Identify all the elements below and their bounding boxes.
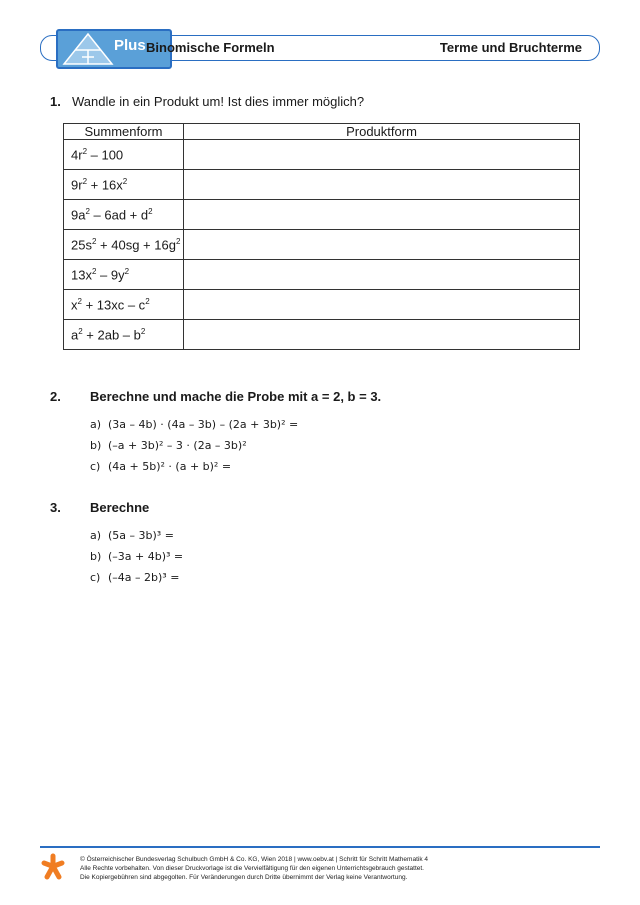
exercise-2-text: Berechne und mache die Probe mit a = 2, b = 3. bbox=[90, 389, 382, 404]
column-header-summenform: Summenform bbox=[64, 124, 184, 140]
exercise-3-number: 3. bbox=[50, 500, 61, 515]
item-expression: (3a – 4b) · (4a – 3b) – (2a + 3b)² = bbox=[108, 418, 299, 431]
item-label: a) bbox=[90, 529, 102, 542]
summenform-cell: $9r^2 + 16x^2$ bbox=[64, 170, 184, 200]
summenform-cell: $a^2 + 2ab - b^2$ bbox=[64, 320, 184, 350]
footer-copyright bbox=[80, 855, 428, 882]
footer-line-2: Alle Rechte vorbehalten. Von dieser Druckvorlage ist die Vervielfältigung für den eigenen Unterrichtsgebrauch gestattet. bbox=[80, 865, 424, 872]
item-expression: (–4a – 2b)³ = bbox=[108, 571, 180, 584]
exercise-3-item-a bbox=[90, 529, 174, 542]
product-form-table bbox=[63, 123, 580, 350]
publisher-star-icon bbox=[40, 853, 66, 881]
produktform-answer-cell[interactable] bbox=[184, 200, 580, 230]
produktform-answer-cell[interactable] bbox=[184, 230, 580, 260]
table-row bbox=[64, 320, 580, 350]
produktform-answer-cell[interactable] bbox=[184, 170, 580, 200]
produktform-answer-cell[interactable] bbox=[184, 290, 580, 320]
item-label: b) bbox=[90, 439, 102, 452]
exercise-2-item-a bbox=[90, 418, 298, 431]
worksheet-topic: Terme und Bruchterme bbox=[439, 40, 582, 55]
item-expression: (–3a + 4b)³ = bbox=[108, 550, 184, 563]
exercise-3-text: Berechne bbox=[90, 500, 150, 515]
exercise-2-number: 2. bbox=[50, 389, 61, 404]
table-row bbox=[64, 170, 580, 200]
exercise-1-number: 1. bbox=[50, 94, 61, 109]
produktform-answer-cell[interactable] bbox=[184, 260, 580, 290]
table-row bbox=[64, 290, 580, 320]
summenform-cell: $25s^2 + 40sg + 16g^2$ bbox=[64, 230, 184, 260]
item-label: c) bbox=[90, 571, 101, 584]
summenform-cell: $13x^2 - 9y^2$ bbox=[64, 260, 184, 290]
produktform-answer-cell[interactable] bbox=[184, 140, 580, 170]
summenform-cell: $9a^2 - 6ad + d^2$ bbox=[64, 200, 184, 230]
produktform-answer-cell[interactable] bbox=[184, 320, 580, 350]
table-row bbox=[64, 200, 580, 230]
summenform-cell: $4r^2 - 100$ bbox=[64, 140, 184, 170]
exercise-1-text: Wandle in ein Produkt um! Ist dies immer möglich? bbox=[72, 94, 365, 109]
item-expression: (–a + 3b)² – 3 · (2a – 3b)² bbox=[108, 439, 247, 452]
triangle-logo-icon bbox=[60, 32, 116, 66]
item-label: c) bbox=[90, 460, 101, 473]
item-expression: (5a – 3b)³ = bbox=[108, 529, 174, 542]
item-label: b) bbox=[90, 550, 102, 563]
table-row bbox=[64, 140, 580, 170]
table-row bbox=[64, 260, 580, 290]
exercise-2-item-b bbox=[90, 439, 247, 452]
exercise-3-item-c bbox=[90, 571, 179, 584]
summenform-cell: $x^2 + 13xc - c^2$ bbox=[64, 290, 184, 320]
item-label: a) bbox=[90, 418, 102, 431]
table-row bbox=[64, 230, 580, 260]
item-expression: (4a + 5b)² · (a + b)² = bbox=[108, 460, 232, 473]
footer-line-1: © Österreichischer Bundesverlag Schulbuch GmbH & Co. KG, Wien 2018 | www.oebv.at | Schritt für Schritt Mathematik 4 bbox=[80, 856, 428, 863]
page-header bbox=[40, 35, 600, 63]
worksheet-title: Binomische Formeln bbox=[146, 40, 275, 55]
logo-text: Plus bbox=[114, 37, 146, 54]
footer-divider bbox=[40, 846, 600, 848]
exercise-3-item-b bbox=[90, 550, 183, 563]
footer-line-3: Die Kopiergebühren sind abgegolten. Für Veränderungen durch Dritte übernimmt der Verlag keine Verantwortung. bbox=[80, 874, 408, 881]
exercise-2-item-c bbox=[90, 460, 231, 473]
table-header-row bbox=[64, 124, 580, 140]
column-header-produktform: Produktform bbox=[184, 124, 580, 140]
